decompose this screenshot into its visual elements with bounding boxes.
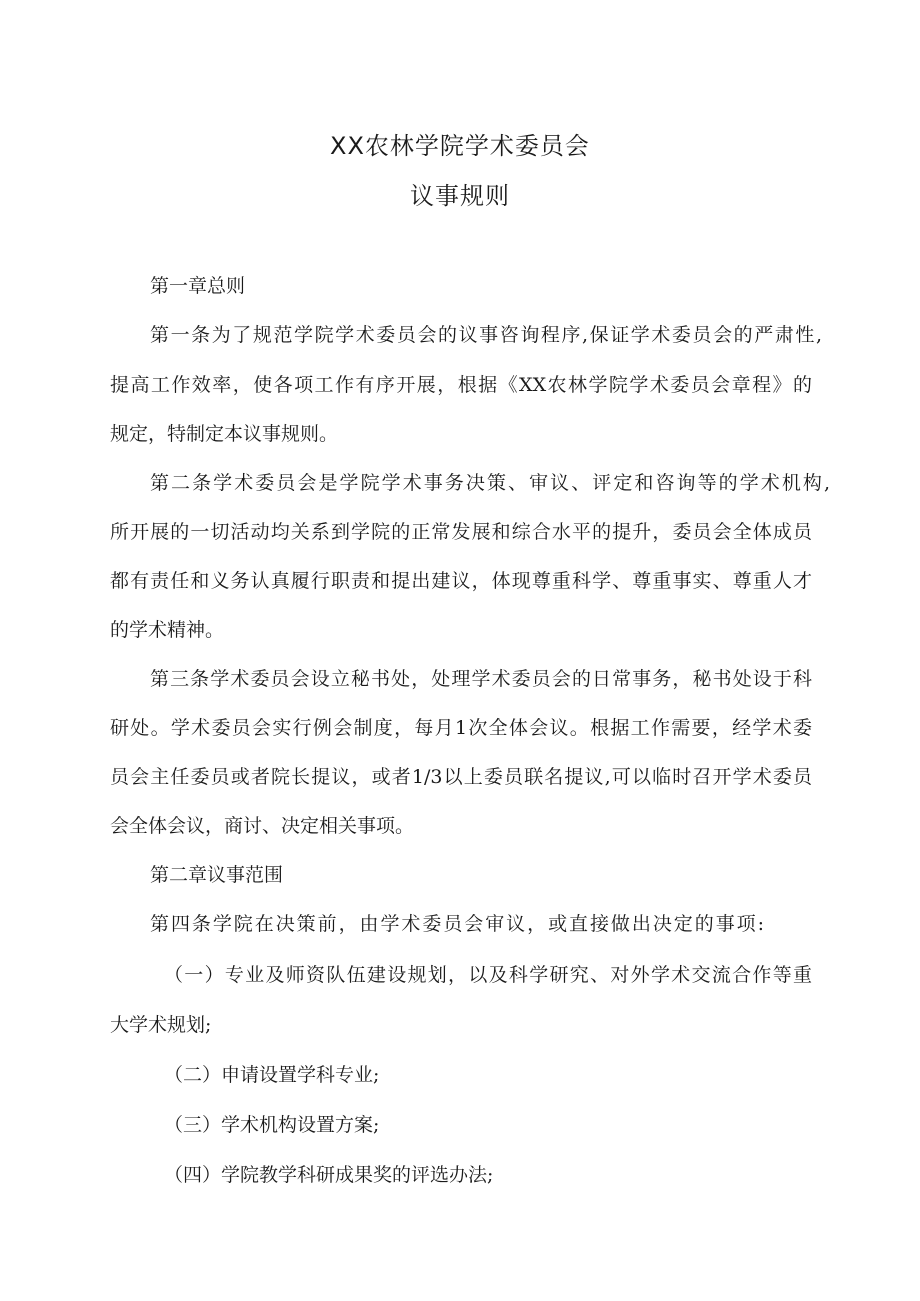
- document-subtitle: 议事规则: [410, 182, 510, 210]
- article-2-line: 所开展的一切活动均关系到学院的正常发展和综合水平的提升，委员会全体成员: [110, 521, 812, 543]
- article-1-line: 第一条为了规范学院学术委员会的议事咨询程序,保证学术委员会的严肃性,: [150, 324, 822, 346]
- list-item: 大学术规划;: [110, 1014, 212, 1036]
- list-item: （四）学院教学科研成果奖的评选办法;: [164, 1164, 494, 1186]
- article-1-line: 提高工作效率，使各项工作有序开展，根据《XX农林学院学术委员会章程》的: [110, 374, 812, 396]
- list-item: （一）专业及师资队伍建设规划，以及科学研究、对外学术交流合作等重: [164, 964, 812, 986]
- list-item: （二）申请设置学科专业;: [164, 1064, 380, 1086]
- article-3-line: 第三条学术委员会设立秘书处，处理学术委员会的日常事务，秘书处设于科: [150, 668, 812, 690]
- article-3-line: 员会主任委员或者院长提议，或者1/3以上委员联名提议,可以临时召开学术委员: [110, 766, 812, 788]
- article-3-line: 会全体会议，商讨、决定相关事项。: [110, 815, 415, 837]
- article-1-line: 规定，特制定本议事规则。: [110, 423, 339, 445]
- article-2-line: 第二条学术委员会是学院学术事务决策、审议、评定和咨询等的学术机构,: [150, 472, 830, 494]
- article-4-line: 第四条学院在决策前，由学术委员会审议，或直接做出决定的事项:: [150, 913, 764, 935]
- article-2-line: 的学术精神。: [110, 619, 225, 641]
- chapter-heading: 第二章议事范围: [150, 864, 284, 886]
- chapter-heading: 第一章总则: [150, 275, 246, 297]
- list-item: （三）学术机构设置方案;: [164, 1114, 380, 1136]
- article-2-line: 都有责任和义务认真履行职责和提出建议，体现尊重科学、尊重事实、尊重人才: [110, 570, 812, 592]
- article-3-line: 研处。学术委员会实行例会制度，每月1次全体会议。根据工作需要，经学术委: [110, 717, 812, 739]
- document-title: XX农林学院学术委员会: [330, 132, 590, 160]
